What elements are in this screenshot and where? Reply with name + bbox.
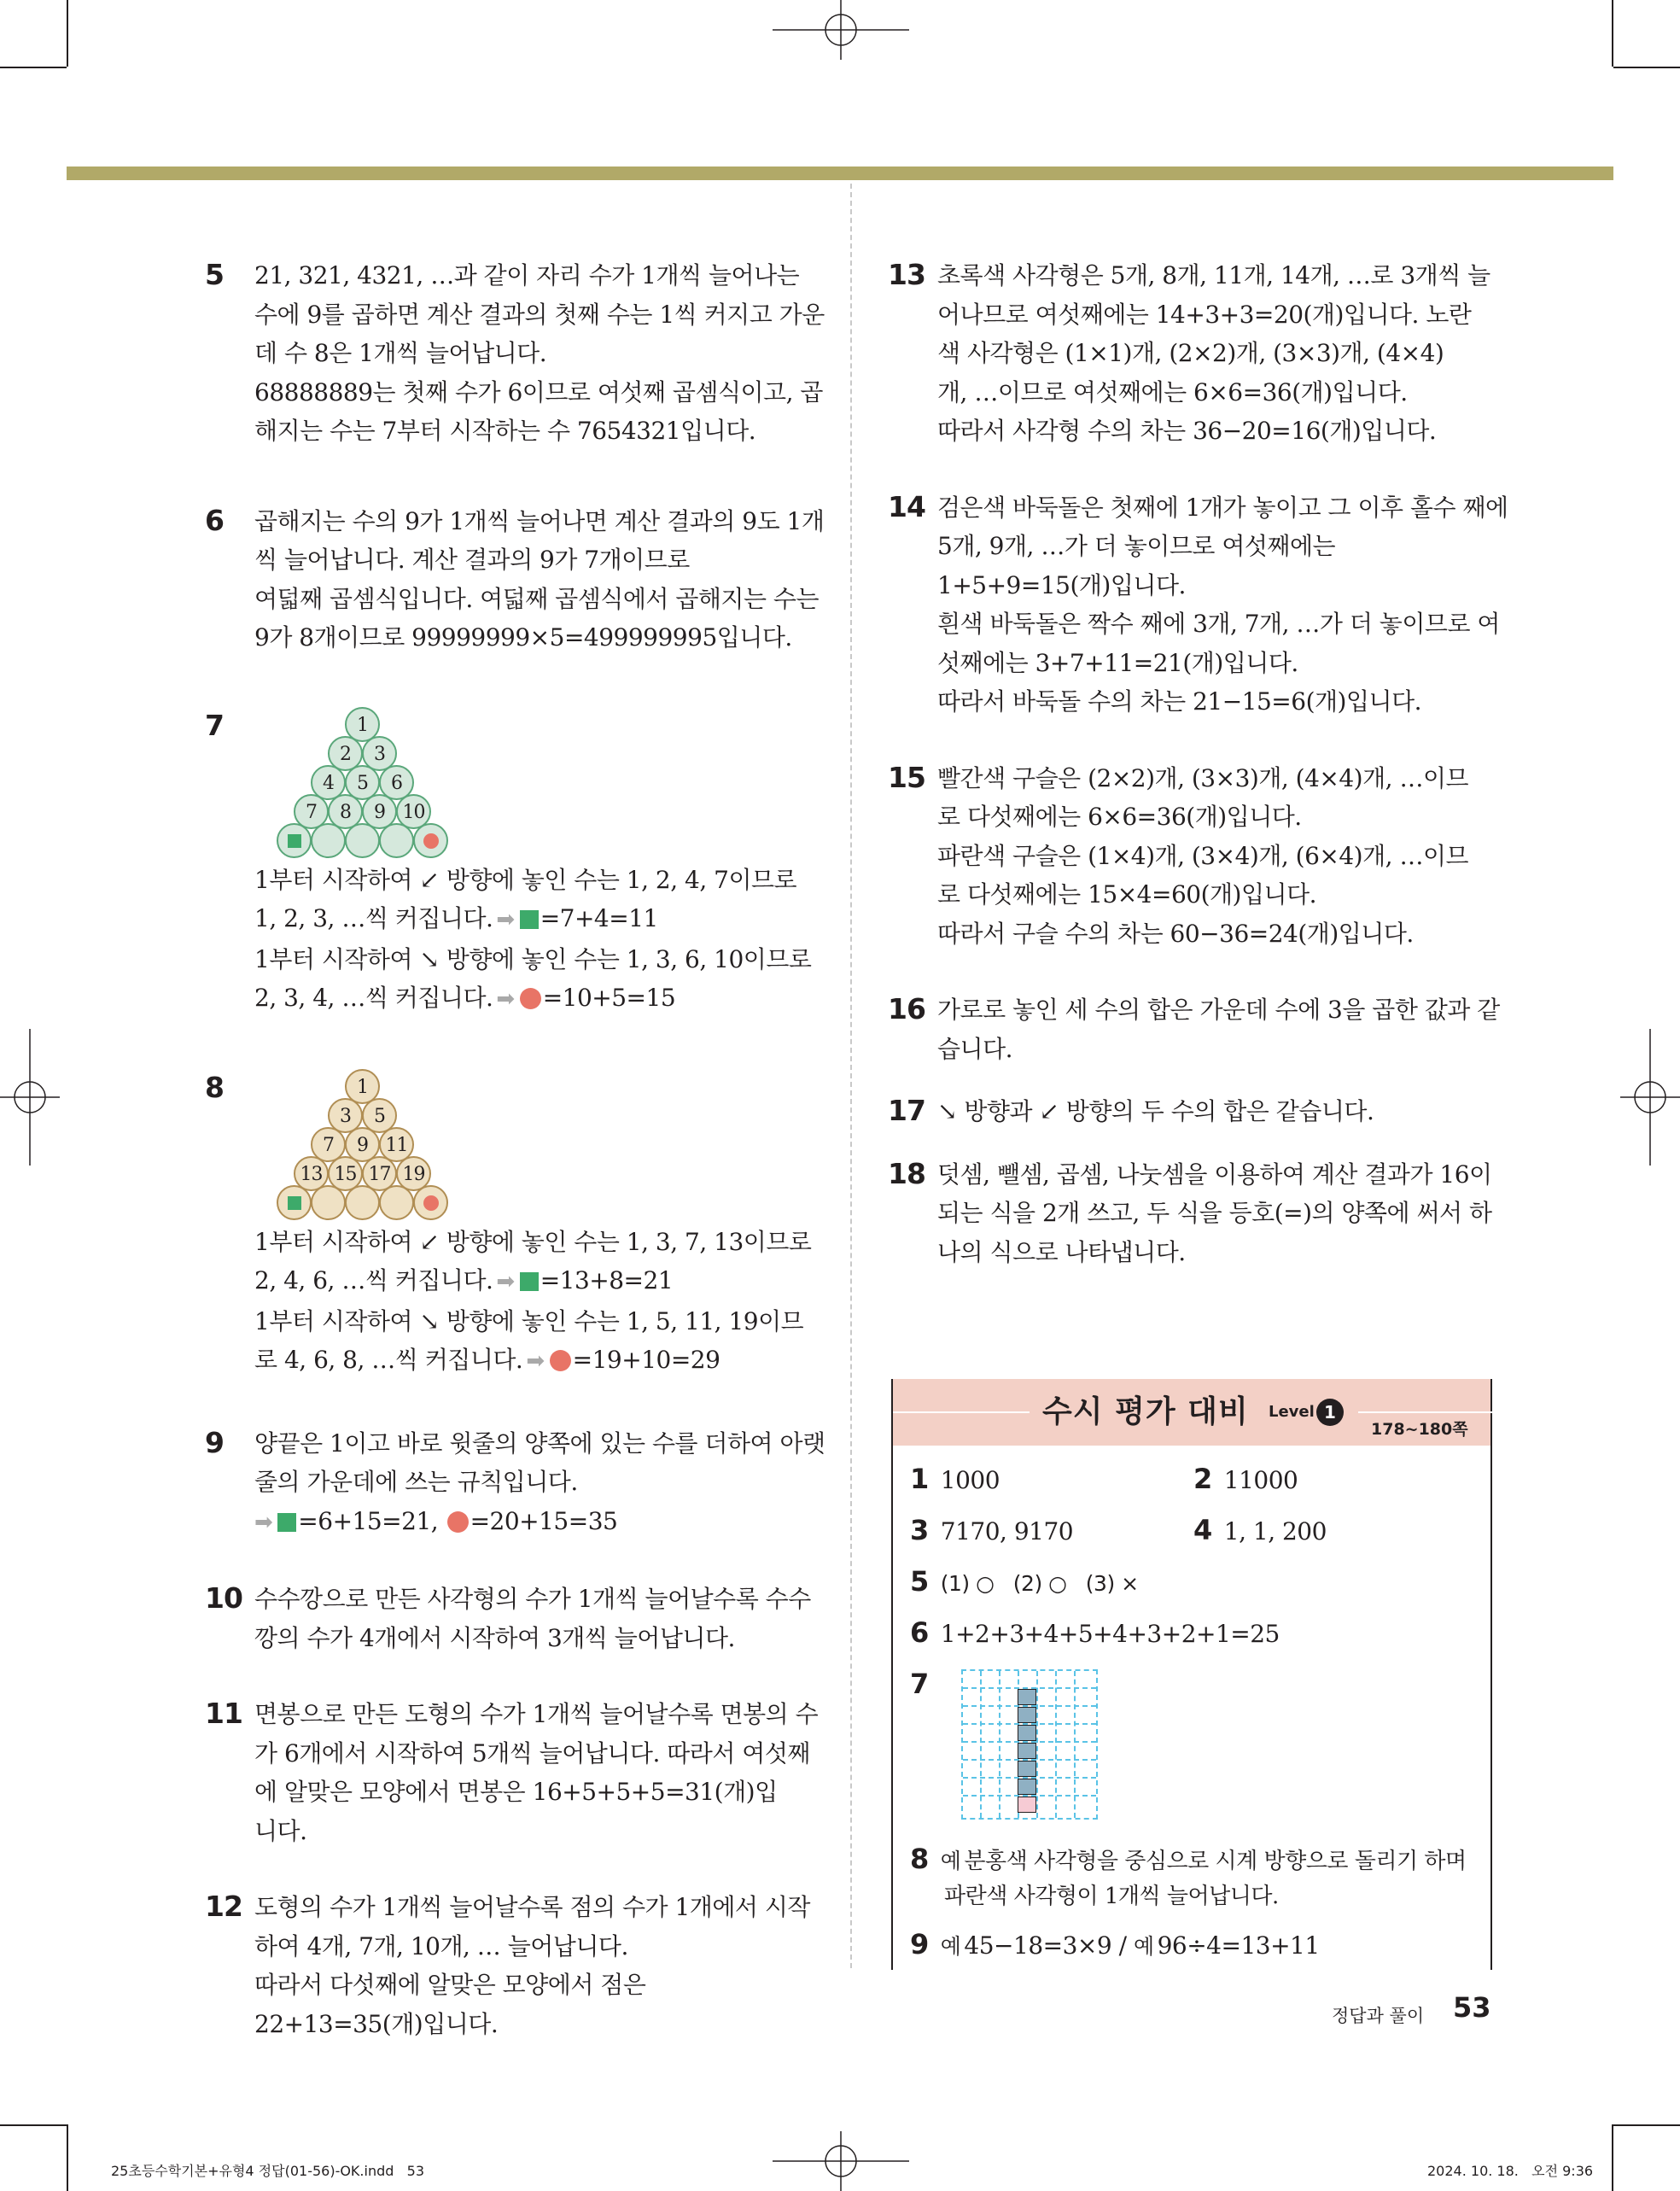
- problem-number: 15: [888, 760, 925, 794]
- empty-ball: [345, 823, 380, 858]
- registration-mark-bottom: [773, 2131, 909, 2191]
- equation: =19+10=29: [572, 1346, 720, 1374]
- right-column: [888, 256, 1508, 1309]
- problem-13: [888, 256, 1502, 451]
- level-label: Level: [1269, 1403, 1315, 1421]
- text-line: 따라서 다섯째에 알맞은 모양에서 점은: [254, 1971, 646, 1999]
- arrow-icon: ➡: [496, 986, 515, 1012]
- arrow-icon: ➡: [496, 1269, 515, 1294]
- registration-mark-left: [0, 1029, 60, 1166]
- number-ball: 10: [396, 794, 431, 829]
- problem-number: 8: [205, 1070, 224, 1104]
- text-line: 니다.: [254, 1816, 307, 1845]
- text-line: 가 6개에서 시작하여 5개씩 늘어납니다. 따라서 여섯째: [254, 1738, 810, 1767]
- text-line: 1부터 시작하여 ↙ 방향에 놓인 수는 1, 3, 7, 13이므로: [254, 1227, 812, 1256]
- file-slug: 25초등수학기본+유형4 정답(01-56)-OK.indd 53: [111, 2163, 425, 2179]
- answer-number: 9: [910, 1928, 929, 1960]
- evaluation-answer-box: [891, 1379, 1492, 1970]
- text-line: [254, 1502, 854, 1543]
- number-ball: 3: [328, 1098, 363, 1133]
- problem-number: 17: [888, 1094, 925, 1127]
- answer-text: 1, 1, 200: [1223, 1517, 1327, 1545]
- problem-14: [888, 488, 1508, 722]
- text-line: 하여 4개, 7개, 10개, … 늘어납니다.: [254, 1931, 628, 1960]
- number-ball: 5: [362, 1098, 397, 1133]
- number-ball: 7: [294, 794, 329, 829]
- red-circle-icon: [423, 1195, 439, 1211]
- circle-ball: [413, 1185, 448, 1220]
- problem-7: [205, 707, 854, 1020]
- answer-text: 분홍색 사각형을 중심으로 시계 방향으로 돌리기 하며: [964, 1849, 1467, 1874]
- text-line: 따라서 구슬 수의 차는 60−36=24(개)입니다.: [937, 919, 1414, 948]
- text-line: 섯째에는 3+7+11=21(개)입니다.: [937, 648, 1298, 677]
- equation: =10+5=15: [542, 984, 676, 1012]
- empty-ball: [379, 1185, 414, 1220]
- text-line: 습니다.: [937, 1034, 1013, 1063]
- example-mark: 예: [940, 1934, 961, 1959]
- text-line: 면봉으로 만든 도형의 수가 1개씩 늘어날수록 면봉의 수: [254, 1700, 819, 1728]
- left-column: [205, 256, 854, 2081]
- text-line: 에 알맞은 모양에서 면봉은 16+5+5+5=31(개)입: [254, 1778, 778, 1806]
- problem-12: [205, 1888, 854, 2043]
- red-circle-icon: [423, 833, 439, 849]
- top-accent-bar: [67, 167, 1613, 180]
- section-label: 정답과 풀이: [1332, 2006, 1425, 2026]
- empty-ball: [345, 1185, 380, 1220]
- answer-text: 1+2+3+4+5+4+3+2+1=25: [940, 1620, 1280, 1648]
- square-ball: [277, 1185, 312, 1220]
- text-line: 빨간색 구슬은 (2×2)개, (3×3)개, (4×4)개, …이므: [937, 763, 1469, 792]
- text-line: 가로로 놓인 세 수의 합은 가운데 수에 3을 곱한 값과 같: [937, 996, 1500, 1024]
- answer-8: [910, 1840, 1467, 1880]
- text-line: 흰색 바둑돌은 짝수 째에 3개, 7개, …가 더 놓이므로 여: [937, 610, 1500, 638]
- text-line: 되는 식을 2개 쓰고, 두 식을 등호(=)의 양쪽에 써서 하: [937, 1199, 1492, 1227]
- red-circle-icon: [447, 1511, 469, 1533]
- equation: =20+15=35: [470, 1506, 618, 1535]
- answer-text: 1000: [940, 1466, 1000, 1494]
- answer-grid-figure: [961, 1669, 1098, 1820]
- answer-number: 5: [910, 1565, 929, 1598]
- text-line: 깡의 수가 4개에서 시작하여 3개씩 늘어납니다.: [254, 1623, 735, 1652]
- pink-square: [1018, 1797, 1036, 1813]
- equation: =6+15=21,: [298, 1506, 439, 1535]
- answer-5: [910, 1563, 1139, 1603]
- answer-3: [910, 1511, 1073, 1551]
- answer-2: [1193, 1460, 1298, 1499]
- answer-8-line-2: 파란색 사각형이 1개씩 늘어납니다.: [944, 1884, 1279, 1909]
- text-line: 1부터 시작하여 ↙ 방향에 놓인 수는 1, 2, 4, 7이므로: [254, 865, 797, 894]
- text-line: 데 수 8은 1개씩 늘어납니다.: [254, 339, 547, 367]
- problem-5: [205, 256, 854, 451]
- number-ball: 9: [362, 794, 397, 829]
- text-fragment: 로 4, 6, 8, …씩 커집니다.: [254, 1346, 523, 1374]
- green-square-icon: [288, 834, 301, 848]
- text-line: 개, …이므로 여섯째에는 6×6=36(개)입니다.: [937, 377, 1408, 406]
- text-line: 5개, 9개, …가 더 놓이므로 여섯째에는: [937, 532, 1336, 560]
- text-line: [254, 979, 854, 1020]
- header-rule: [1358, 1411, 1494, 1413]
- text-line: 따라서 사각형 수의 차는 36−20=16(개)입니다.: [937, 417, 1437, 445]
- text-line: 해지는 수는 7부터 시작하는 수 7654321입니다.: [254, 417, 756, 445]
- arrow-icon: ➡: [254, 1509, 273, 1535]
- problem-number: 9: [205, 1425, 224, 1459]
- text-line: 1+5+9=15(개)입니다.: [937, 570, 1186, 599]
- problem-11: [205, 1695, 854, 1850]
- circle-ball: [413, 823, 448, 858]
- number-triangle-figure: [280, 707, 451, 854]
- answer-7: [910, 1665, 1149, 1827]
- number-ball: 17: [362, 1156, 397, 1191]
- number-ball: 11: [379, 1127, 414, 1162]
- answer-text: 11000: [1223, 1466, 1298, 1494]
- answer-text: 96÷4=13+11: [1157, 1931, 1320, 1960]
- number-ball: 19: [396, 1156, 431, 1191]
- text-line: 도형의 수가 1개씩 늘어날수록 점의 수가 1개에서 시작: [254, 1893, 810, 1921]
- answer-number: 8: [910, 1843, 929, 1875]
- answer-6: [910, 1614, 1280, 1653]
- problem-number: 12: [205, 1890, 242, 1923]
- text-line: 씩 늘어납니다. 계산 결과의 9가 7개이므로: [254, 546, 690, 574]
- header-rule: [893, 1411, 1030, 1413]
- answer-number: 6: [910, 1616, 929, 1649]
- number-ball: 3: [362, 736, 397, 771]
- empty-ball: [311, 1185, 346, 1220]
- answer-number: 2: [1193, 1463, 1212, 1495]
- text-line: 곱해지는 수의 9가 1개씩 늘어나면 계산 결과의 9도 1개: [254, 506, 825, 535]
- number-ball: 1: [345, 1069, 380, 1104]
- arrow-icon: ➡: [496, 907, 515, 932]
- number-ball: 13: [294, 1156, 329, 1191]
- text-line: 9가 8개이므로 99999999×5=499999995입니다.: [254, 623, 792, 651]
- answer-9: [910, 1925, 1320, 1966]
- green-square-icon: [277, 1513, 296, 1532]
- text-line: 1부터 시작하여 ↘ 방향에 놓인 수는 1, 5, 11, 19이므: [254, 1306, 804, 1335]
- text-line: 덧셈, 뺄셈, 곱셈, 나눗셈을 이용하여 계산 결과가 16이: [937, 1160, 1492, 1189]
- registration-mark-right: [1620, 1029, 1680, 1166]
- problem-18: [888, 1155, 1502, 1272]
- equation: =7+4=11: [540, 904, 658, 932]
- number-ball: 15: [328, 1156, 363, 1191]
- number-ball: 6: [379, 765, 414, 800]
- problem-number: 16: [888, 992, 925, 1025]
- text-fragment: 2, 3, 4, …씩 커집니다.: [254, 984, 493, 1012]
- text-line: 어나므로 여섯째에는 14+3+3=20(개)입니다. 노란: [937, 300, 1472, 329]
- text-line: 로 다섯째에는 15×4=60(개)입니다.: [937, 880, 1317, 909]
- text-line: [254, 1341, 854, 1382]
- problem-10: [205, 1580, 854, 1657]
- problem-6: [205, 502, 854, 657]
- text-line: 줄의 가운데에 쓰는 규칙입니다.: [254, 1468, 578, 1496]
- text-line: 여덟째 곱셈식입니다. 여덟째 곱셈식에서 곱해지는 수는: [254, 584, 820, 613]
- answer-number: 7: [910, 1668, 929, 1700]
- problem-number: 13: [888, 258, 925, 291]
- number-ball: 1: [345, 707, 380, 742]
- text-line: [254, 899, 854, 940]
- problem-number: 6: [205, 503, 224, 537]
- answer-text: 45−18=3×9 /: [964, 1931, 1127, 1960]
- text-line: 파란색 구슬은 (1×4)개, (3×4)개, (6×4)개, …이므: [937, 841, 1469, 870]
- empty-ball: [379, 823, 414, 858]
- problem-number: 10: [205, 1581, 242, 1615]
- problem-9: [205, 1424, 854, 1543]
- blue-square: [1018, 1761, 1036, 1777]
- problem-8: [205, 1069, 854, 1382]
- answer-text: 7170, 9170: [940, 1517, 1074, 1545]
- text-line: 수수깡으로 만든 사각형의 수가 1개씩 늘어날수록 수수: [254, 1585, 811, 1613]
- red-circle-icon: [550, 1350, 571, 1371]
- example-mark: 예: [1133, 1934, 1154, 1959]
- number-ball: 9: [345, 1127, 380, 1162]
- level-number-badge: 1: [1316, 1399, 1344, 1426]
- equation: =13+8=21: [540, 1266, 674, 1294]
- blue-square: [1018, 1689, 1036, 1705]
- registration-mark-top: [773, 0, 909, 60]
- green-square-icon: [520, 910, 539, 929]
- problem-number: 5: [205, 258, 224, 291]
- evaluation-title: 수시 평가 대비: [1042, 1394, 1249, 1429]
- text-line: 68888889는 첫째 수가 6이므로 여섯째 곱셈식이고, 곱: [254, 377, 823, 406]
- text-fragment: 2, 4, 6, …씩 커집니다.: [254, 1266, 493, 1294]
- square-ball: [277, 823, 312, 858]
- text-line: 22+13=35(개)입니다.: [254, 2009, 499, 2038]
- text-line: 수에 9를 곱하면 계산 결과의 첫째 수는 1씩 커지고 가운: [254, 300, 825, 329]
- page-number: 53: [1453, 1991, 1491, 2024]
- text-line: 검은색 바둑돌은 첫째에 1개가 놓이고 그 이후 홀수 째에: [937, 493, 1508, 522]
- answer-4: [1193, 1511, 1327, 1551]
- problem-number: 14: [888, 489, 925, 523]
- problem-16: [888, 990, 1502, 1068]
- text-line: 초록색 사각형은 5개, 8개, 11개, 14개, …로 3개씩 늘: [937, 261, 1490, 289]
- blue-square: [1018, 1779, 1036, 1795]
- blue-square: [1018, 1743, 1036, 1759]
- green-square-icon: [288, 1196, 301, 1210]
- number-ball: 7: [311, 1127, 346, 1162]
- number-ball: 8: [328, 794, 363, 829]
- answer-1: [910, 1460, 1000, 1499]
- text-line: 색 사각형은 (1×1)개, (2×2)개, (3×3)개, (4×4): [937, 339, 1444, 367]
- red-circle-icon: [520, 988, 541, 1009]
- date-slug: 2024. 10. 18. 오전 9:36: [1427, 2163, 1594, 2179]
- text-line: 따라서 바둑돌 수의 차는 21−15=6(개)입니다.: [937, 687, 1422, 716]
- answer-number: 4: [1193, 1514, 1212, 1546]
- number-ball: 5: [345, 765, 380, 800]
- text-line: 양끝은 1이고 바로 윗줄의 양쪽에 있는 수를 더하여 아랫: [254, 1429, 825, 1458]
- evaluation-header: [893, 1379, 1490, 1446]
- empty-ball: [311, 823, 346, 858]
- blue-square: [1018, 1707, 1036, 1723]
- problem-number: 7: [205, 708, 224, 742]
- text-line: 1부터 시작하여 ↘ 방향에 놓인 수는 1, 3, 6, 10이므로: [254, 944, 812, 973]
- arrow-icon: ➡: [526, 1348, 545, 1374]
- text-line: ↘ 방향과 ↙ 방향의 두 수의 합은 같습니다.: [937, 1097, 1374, 1125]
- green-square-icon: [520, 1272, 539, 1291]
- example-mark: 예: [940, 1849, 961, 1873]
- problem-number: 18: [888, 1156, 925, 1190]
- text-line: 21, 321, 4321, …과 같이 자리 수가 1개씩 늘어나는: [254, 261, 800, 289]
- text-line: 로 다섯째에는 6×6=36(개)입니다.: [937, 803, 1302, 831]
- number-triangle-figure: [280, 1069, 451, 1216]
- answer-number: 1: [910, 1463, 929, 1495]
- number-ball: 2: [328, 736, 363, 771]
- blue-square: [1018, 1725, 1036, 1741]
- problem-15: [888, 759, 1502, 954]
- answer-text: (1) ○ (2) ○ (3) ×: [940, 1571, 1139, 1596]
- number-ball: 4: [311, 765, 346, 800]
- text-line: 나의 식으로 나타냅니다.: [937, 1237, 1186, 1266]
- problem-number: 11: [205, 1697, 242, 1730]
- page-range: 178~180쪽: [1371, 1420, 1468, 1439]
- text-line: [254, 1261, 854, 1302]
- text-fragment: 1, 2, 3, …씩 커집니다.: [254, 904, 493, 932]
- problem-17: [888, 1092, 1502, 1131]
- answer-number: 3: [910, 1514, 929, 1546]
